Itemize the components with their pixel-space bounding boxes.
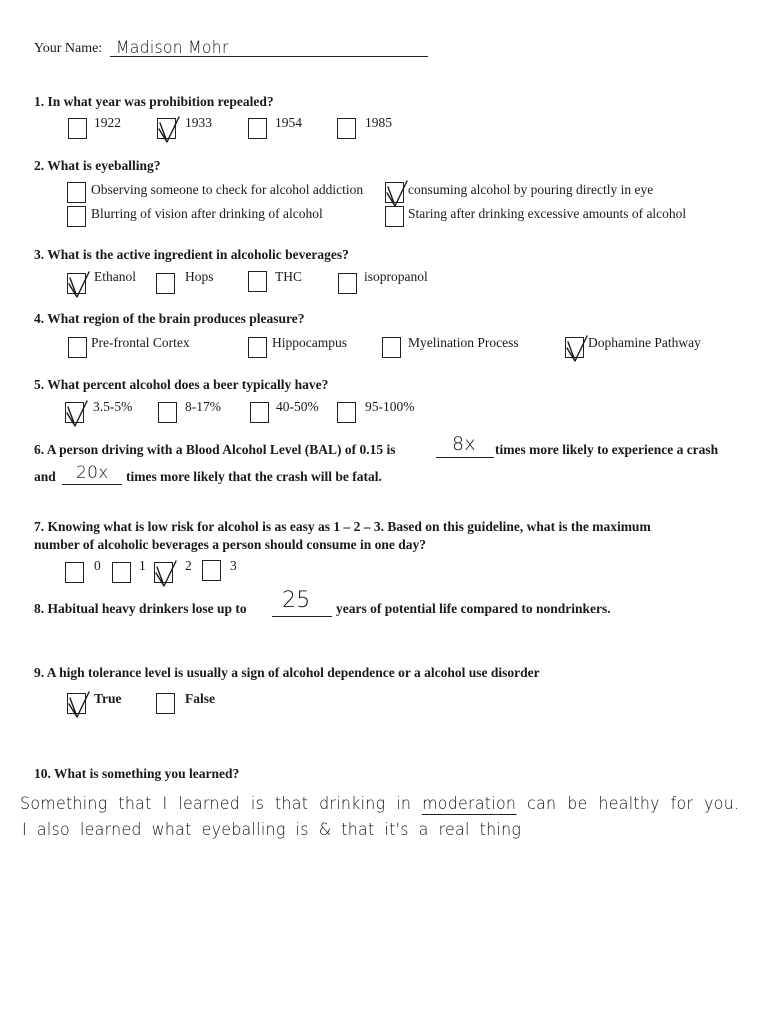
q5-option-3-5-checkbox[interactable] bbox=[65, 402, 84, 423]
q2-option-consuming-label: consuming alcohol by pouring directly in eye bbox=[408, 182, 654, 197]
question-6-text-part2: times more likely to experience a crash bbox=[495, 442, 719, 457]
check-mark-icon bbox=[154, 115, 182, 145]
q5-option-40-50-label: 40-50% bbox=[276, 399, 319, 414]
check-mark-icon bbox=[562, 334, 590, 364]
q8-blank-line bbox=[272, 616, 332, 617]
q3-option-thc-checkbox[interactable] bbox=[248, 271, 267, 292]
q5-option-8-17-checkbox[interactable] bbox=[158, 402, 177, 423]
q7-option-0-label: 0 bbox=[94, 558, 101, 573]
question-8-text-part2: years of potential life compared to nondrinkers. bbox=[336, 601, 611, 616]
q2-option-staring-checkbox[interactable] bbox=[385, 206, 404, 227]
question-7-text-line2: number of alcoholic beverages a person should consume in one day? bbox=[34, 537, 427, 552]
q6-answer-1[interactable]: 8x bbox=[452, 433, 476, 455]
name-field[interactable]: Madison Mohr bbox=[116, 38, 229, 58]
q2-option-observing-checkbox[interactable] bbox=[67, 182, 86, 203]
check-mark-icon bbox=[382, 179, 410, 209]
q10-answer-line-2[interactable]: I also learned what eyeballing is & that it's a real thing bbox=[22, 820, 522, 840]
check-mark-icon bbox=[64, 270, 92, 300]
q4-option-prefrontal-checkbox[interactable] bbox=[68, 337, 87, 358]
question-6-text-part1: 6. A person driving with a Blood Alcohol Level (BAL) of 0.15 is bbox=[34, 442, 396, 457]
q6-blank-2-line bbox=[62, 484, 122, 485]
question-8-text-part1: 8. Habitual heavy drinkers lose up to bbox=[34, 601, 247, 616]
question-1-text: 1. In what year was prohibition repealed? bbox=[34, 94, 274, 109]
question-6-text-part4: times more likely that the crash will be fatal. bbox=[126, 469, 382, 484]
q2-option-observing-label: Observing someone to check for alcohol addiction bbox=[91, 182, 364, 197]
q3-option-hops-checkbox[interactable] bbox=[156, 273, 175, 294]
q2-option-blurring-checkbox[interactable] bbox=[67, 206, 86, 227]
q4-option-dophamine-checkbox[interactable] bbox=[565, 337, 584, 358]
q4-option-hippocampus-checkbox[interactable] bbox=[248, 337, 267, 358]
q3-option-ethanol-label: Ethanol bbox=[94, 269, 136, 284]
q3-option-hops-label: Hops bbox=[185, 269, 214, 284]
q7-option-3-checkbox[interactable] bbox=[202, 560, 221, 581]
check-mark-icon bbox=[62, 399, 90, 429]
q3-option-ethanol-checkbox[interactable] bbox=[67, 273, 86, 294]
q1-option-1922-checkbox[interactable] bbox=[68, 118, 87, 139]
q7-option-1-label: 1 bbox=[139, 558, 146, 573]
q10-answer-line-1-end: can be healthy for you. bbox=[527, 794, 740, 814]
q7-option-3-label: 3 bbox=[230, 558, 237, 573]
q4-option-hippocampus-label: Hippocampus bbox=[272, 335, 347, 350]
q4-option-myelination-checkbox[interactable] bbox=[382, 337, 401, 358]
question-9-text: 9. A high tolerance level is usually a sign of alcohol dependence or a alcohol use disorder bbox=[34, 665, 540, 680]
question-10-text: 10. What is something you learned? bbox=[34, 766, 240, 781]
q2-option-blurring-label: Blurring of vision after drinking of alcohol bbox=[91, 206, 323, 221]
q9-option-true-label: True bbox=[94, 691, 122, 706]
q10-answer-line-1-start: Something that I learned is that drinking in bbox=[20, 794, 412, 814]
q7-option-0-checkbox[interactable] bbox=[65, 562, 84, 583]
question-3-text: 3. What is the active ingredient in alcoholic beverages? bbox=[34, 247, 349, 262]
name-label: Your Name: bbox=[34, 41, 103, 56]
q9-option-false-label: False bbox=[185, 691, 215, 706]
q4-option-myelination-label: Myelination Process bbox=[408, 335, 519, 350]
q6-answer-2[interactable]: 20x bbox=[76, 463, 109, 483]
q7-option-2-checkbox[interactable] bbox=[154, 562, 173, 583]
q5-option-40-50-checkbox[interactable] bbox=[250, 402, 269, 423]
question-2-text: 2. What is eyeballing? bbox=[34, 158, 161, 173]
q4-option-prefrontal-label: Pre-frontal Cortex bbox=[91, 335, 190, 350]
q8-answer[interactable]: 25 bbox=[282, 588, 311, 613]
q9-option-false-checkbox[interactable] bbox=[156, 693, 175, 714]
q1-option-1922-label: 1922 bbox=[94, 115, 121, 130]
q2-option-staring-label: Staring after drinking excessive amounts of alcohol bbox=[408, 206, 687, 221]
question-6-text-part3: and bbox=[34, 469, 56, 484]
q1-option-1933-checkbox[interactable] bbox=[157, 118, 176, 139]
q10-answer-underlined-word: moderation bbox=[422, 794, 517, 814]
q7-option-1-checkbox[interactable] bbox=[112, 562, 131, 583]
check-mark-icon bbox=[64, 690, 92, 720]
q10-answer-line-1[interactable] bbox=[20, 794, 739, 814]
question-4-text: 4. What region of the brain produces pleasure? bbox=[34, 311, 305, 326]
q1-option-1954-checkbox[interactable] bbox=[248, 118, 267, 139]
q7-option-2-label: 2 bbox=[185, 558, 192, 573]
q9-option-true-checkbox[interactable] bbox=[67, 693, 86, 714]
q5-option-95-100-checkbox[interactable] bbox=[337, 402, 356, 423]
q5-option-3-5-label: 3.5-5% bbox=[93, 399, 133, 414]
q5-option-95-100-label: 95-100% bbox=[365, 399, 415, 414]
q1-option-1985-checkbox[interactable] bbox=[337, 118, 356, 139]
q1-option-1933-label: 1933 bbox=[185, 115, 212, 130]
q3-option-isopropanol-label: isopropanol bbox=[364, 269, 428, 284]
q2-option-consuming-checkbox[interactable] bbox=[385, 182, 404, 203]
question-7-text-line1: 7. Knowing what is low risk for alcohol is as easy as 1 – 2 – 3. Based on this guideline, what is the maximum bbox=[34, 519, 651, 534]
check-mark-icon bbox=[151, 559, 179, 589]
q5-option-8-17-label: 8-17% bbox=[185, 399, 221, 414]
q3-option-isopropanol-checkbox[interactable] bbox=[338, 273, 357, 294]
question-5-text: 5. What percent alcohol does a beer typically have? bbox=[34, 377, 329, 392]
q1-option-1954-label: 1954 bbox=[275, 115, 302, 130]
q6-blank-1-line bbox=[436, 457, 494, 458]
q3-option-thc-label: THC bbox=[275, 269, 302, 284]
q1-option-1985-label: 1985 bbox=[365, 115, 392, 130]
q4-option-dophamine-label: Dophamine Pathway bbox=[588, 335, 701, 350]
